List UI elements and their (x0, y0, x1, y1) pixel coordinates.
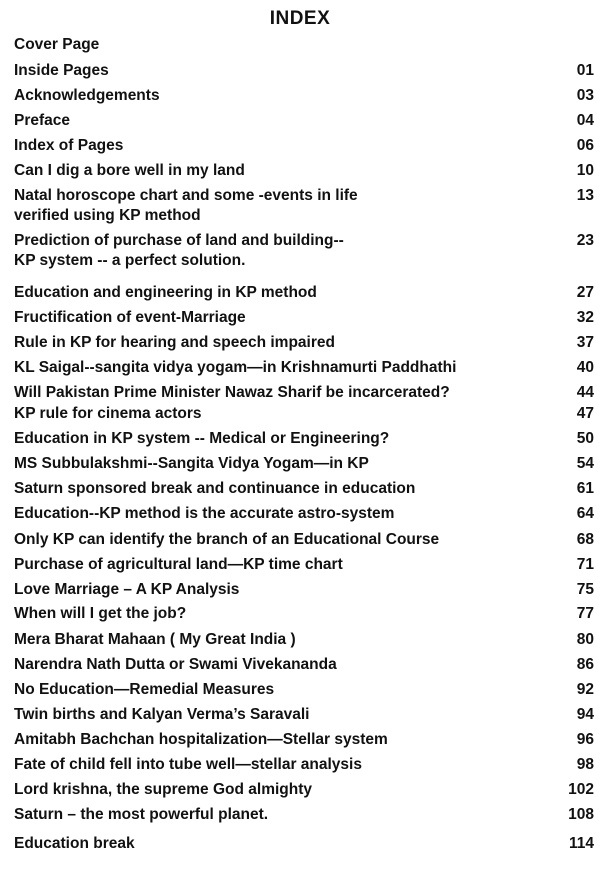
index-entry (14, 61, 594, 81)
entry-title: Inside Pages (14, 62, 109, 79)
entry-title: KP rule for cinema actors (14, 405, 202, 422)
entry-title: Narendra Nath Dutta or Swami Vivekananda (14, 656, 337, 673)
entry-page-number: 102 (568, 781, 594, 798)
entry-page-number: 92 (576, 681, 594, 698)
entry-title: Mera Bharat Mahaan ( My Great India ) (14, 631, 296, 648)
index-entry (14, 111, 594, 131)
entry-title: Only KP can identify the branch of an Educational Course (14, 531, 440, 548)
index-entry (14, 555, 594, 575)
entry-title: No Education—Remedial Measures (14, 681, 275, 698)
entry-page-number: 03 (576, 87, 594, 104)
index-entry (14, 504, 594, 524)
entry-title: Education break (14, 835, 135, 852)
entry-title: Cover Page (14, 36, 100, 53)
index-entry (14, 383, 594, 403)
entry-page-number: 94 (576, 706, 594, 723)
index-entry (14, 680, 594, 700)
entry-title: KL Saigal--sangita vidya yogam—in Krishnamurti Paddhathi (14, 359, 457, 376)
index-entry (14, 35, 594, 55)
entry-title: Education--KP method is the accurate astro-system (14, 505, 395, 522)
index-entry (14, 308, 594, 328)
index-entry (14, 705, 594, 725)
index-entry (14, 231, 594, 271)
entry-title: Lord krishna, the supreme God almighty (14, 781, 312, 798)
entry-page-number: 108 (568, 806, 594, 823)
index-entry (14, 755, 594, 775)
entry-page-number: 68 (576, 531, 594, 548)
entry-page-number: 64 (576, 505, 594, 522)
entry-page-number: 77 (576, 605, 594, 622)
entry-page-number: 27 (576, 284, 594, 301)
entry-title: Natal horoscope chart and some -events in life verified using KP method (14, 187, 358, 224)
entry-page-number: 04 (576, 112, 594, 129)
entry-title: Twin births and Kalyan Verma’s Saravali (14, 706, 310, 723)
entry-title: Preface (14, 112, 71, 129)
entry-title: MS Subbulakshmi--Sangita Vidya Yogam—in KP (14, 455, 369, 472)
index-entry (14, 136, 594, 156)
entry-page-number: 13 (576, 187, 594, 204)
entry-page-number: 40 (576, 359, 594, 376)
index-entry (14, 580, 594, 600)
entry-page-number: 37 (576, 334, 594, 351)
entry-page-number: 10 (576, 162, 594, 179)
entry-page-number: 114 (568, 835, 594, 852)
entry-page-number: 80 (576, 631, 594, 648)
index-entry (14, 805, 594, 825)
entry-title: Prediction of purchase of land and building-- KP system -- a perfect solution. (14, 232, 344, 269)
entry-page-number: 47 (576, 405, 594, 422)
index-entry (14, 604, 594, 624)
index-entry (14, 780, 594, 800)
entry-page-number: 23 (576, 232, 594, 249)
entry-title: Education and engineering in KP method (14, 284, 317, 301)
entry-page-number: 96 (576, 731, 594, 748)
index-entry (14, 333, 594, 353)
index-entry (14, 358, 594, 378)
index-entry (14, 186, 594, 226)
index-entry (14, 479, 594, 499)
index-entry (14, 454, 594, 474)
entry-page-number: 06 (576, 137, 594, 154)
entry-page-number: 98 (576, 756, 594, 773)
entry-page-number: 86 (576, 656, 594, 673)
entry-title: Love Marriage – A KP Analysis (14, 581, 240, 598)
index-entry (14, 655, 594, 675)
entry-title: Saturn sponsored break and continuance in education (14, 480, 416, 497)
entry-page-number: 54 (576, 455, 594, 472)
entry-page-number: 44 (576, 384, 594, 401)
index-entry (14, 630, 594, 650)
entry-title: Fructification of event-Marriage (14, 309, 246, 326)
entry-title: Amitabh Bachchan hospitalization—Stellar system (14, 731, 388, 748)
entry-title: Can I dig a bore well in my land (14, 162, 245, 179)
index-entry (14, 834, 594, 854)
entry-title: Acknowledgements (14, 87, 160, 104)
entry-title: Purchase of agricultural land—KP time chart (14, 556, 343, 573)
index-entry (14, 530, 594, 550)
entry-title: Index of Pages (14, 137, 124, 154)
index-entry (14, 730, 594, 750)
entry-page-number: 71 (576, 556, 594, 573)
entry-title: Rule in KP for hearing and speech impaired (14, 334, 335, 351)
entry-title: Education in KP system -- Medical or Engineering? (14, 430, 390, 447)
index-entry (14, 429, 594, 449)
entry-title: Will Pakistan Prime Minister Nawaz Sharif be incarcerated? (14, 384, 450, 401)
entry-title: Fate of child fell into tube well—stellar analysis (14, 756, 362, 773)
index-entry (14, 283, 594, 303)
index-entry (14, 404, 594, 424)
entry-title: Saturn – the most powerful planet. (14, 806, 269, 823)
entry-page-number: 32 (576, 309, 594, 326)
index-title: INDEX (269, 8, 331, 29)
entry-page-number: 50 (576, 430, 594, 447)
entry-title: When will I get the job? (14, 605, 187, 622)
index-entry (14, 161, 594, 181)
entry-page-number: 01 (576, 62, 594, 79)
index-entry (14, 86, 594, 106)
entry-page-number: 61 (576, 480, 594, 497)
entry-page-number: 75 (576, 581, 594, 598)
